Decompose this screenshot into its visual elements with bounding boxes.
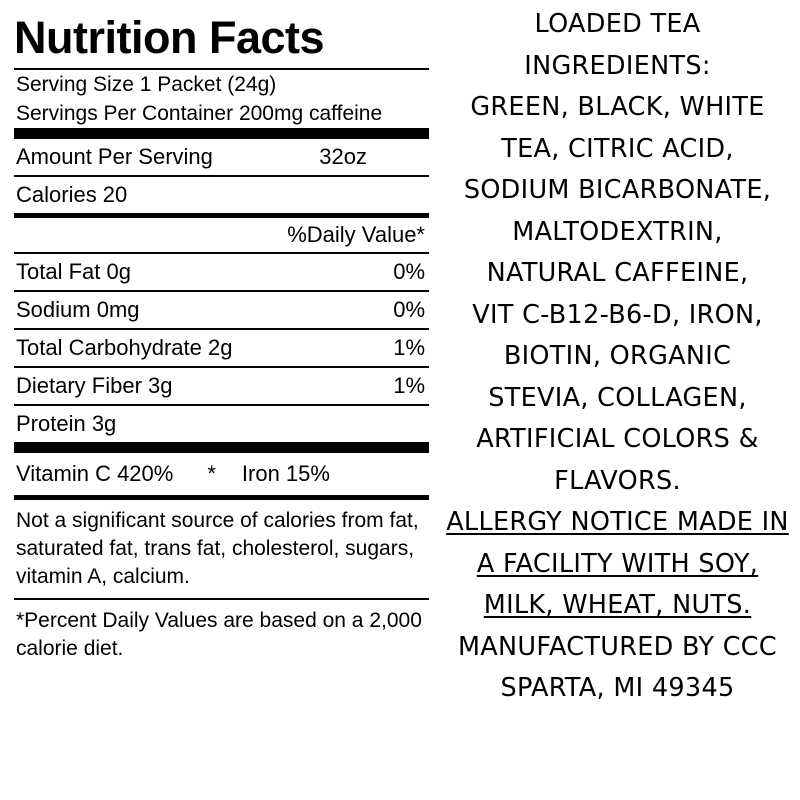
manufacturer-address-line: SPARTA, MI 49345 [500,673,735,703]
divider-thick [14,442,429,453]
allergy-notice-line: ALLERGY NOTICE MADE IN [446,507,789,537]
calories-row [14,177,429,213]
ingredients-panel [437,0,800,800]
ingredients-line: TEA, CITRIC ACID, [501,133,734,164]
vitamins-row [14,453,429,495]
nutrient-row [14,406,429,442]
vitamin-c-value: Vitamin C 420% [16,461,174,486]
ingredients-line: INGREDIENTS: [524,50,711,81]
ingredients-line: LOADED TEA [534,9,701,39]
ingredients-line: FLAVORS. [554,465,681,496]
not-significant-source-note: Not a significant source of calories from fat, saturated fat, trans fat, cholesterol, sugars, vitamin A, calcium. [16,509,419,588]
nutrient-name: Dietary Fiber 3g [16,373,173,398]
amount-per-serving-row [14,139,429,175]
ingredients-line: STEVIA, COLLAGEN, [488,382,747,413]
ingredients-line: ARTIFICIAL COLORS & [476,424,759,454]
nutrient-dv: 0% [393,259,425,284]
amount-per-serving-label: Amount Per Serving [16,144,213,169]
nutrient-name: Protein 3g [16,411,117,436]
ingredients-line: GREEN, BLACK, WHITE [470,92,765,122]
calories-text: Calories 20 [16,182,128,207]
vitamins-separator: * [207,461,216,486]
nutrient-name: Sodium 0mg [16,297,140,322]
nutrient-row [14,292,429,328]
nutrient-row [14,254,429,290]
nutrient-row [14,368,429,404]
nutrient-dv: 0% [393,297,425,322]
nutrition-facts-title: Nutrition Facts [14,12,325,63]
ingredients-line: SODIUM BICARBONATE, [463,175,772,205]
ingredients-line: VIT C-B12-B6-D, IRON, [472,299,763,330]
ingredients-line: MALTODEXTRIN, [512,216,723,247]
serving-size-text: Serving Size 1 Packet (24g) [16,73,277,96]
nutrient-dv: 1% [393,373,425,398]
servings-per-container-text: Servings Per Container 200mg caffeine [16,102,383,125]
nutrient-dv: 1% [393,335,425,360]
iron-value: Iron 15% [241,461,330,486]
manufacturer-line: MANUFACTURED BY CCC [457,631,778,662]
nutrient-row [14,330,429,366]
daily-value-header: %Daily Value* [287,222,425,247]
nutrient-name: Total Carbohydrate 2g [16,335,233,360]
allergy-notice-line: MILK, WHEAT, NUTS. [483,590,752,620]
ingredients-line: NATURAL CAFFEINE, [486,258,749,288]
ingredients-line: BIOTIN, ORGANIC [503,341,732,371]
nutrient-name: Total Fat 0g [16,259,131,284]
divider-thick [14,128,429,139]
amount-per-serving-value: 32oz [319,144,367,169]
daily-value-footnote: *Percent Daily Values are based on a 2,000 calorie diet. [16,609,422,660]
allergy-notice-line: A FACILITY WITH SOY, [476,548,759,579]
